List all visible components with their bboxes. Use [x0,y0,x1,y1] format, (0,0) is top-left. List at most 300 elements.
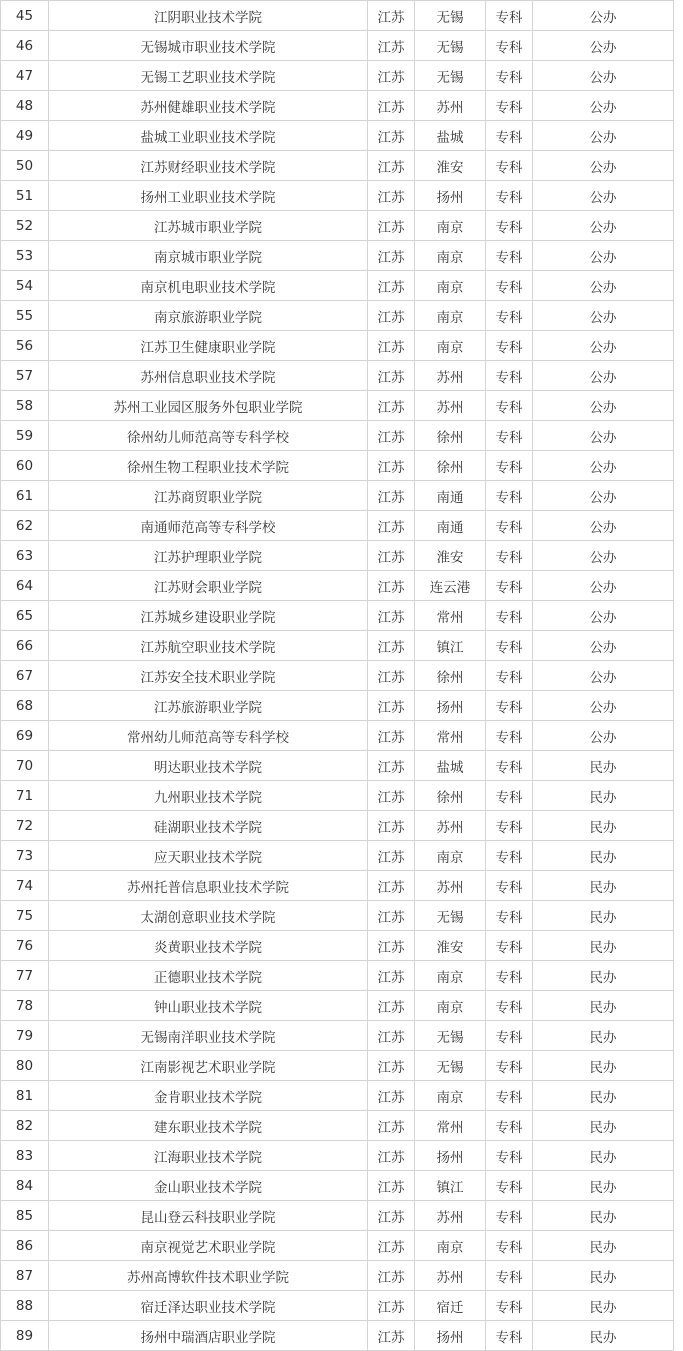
education-level-cell: 专科 [486,631,533,661]
college-name-cell: 应天职业技术学院 [49,841,368,871]
city-cell: 常州 [415,721,486,751]
ownership-type-cell: 公办 [533,691,674,721]
education-level-cell: 专科 [486,1,533,31]
college-name-cell: 江苏航空职业技术学院 [49,631,368,661]
row-number-cell: 57 [1,361,49,391]
city-cell: 无锡 [415,1051,486,1081]
row-number-cell: 58 [1,391,49,421]
row-number-cell: 50 [1,151,49,181]
city-cell: 常州 [415,1111,486,1141]
ownership-type-cell: 民办 [533,751,674,781]
table-row [1,541,674,571]
education-level-cell: 专科 [486,961,533,991]
education-level-cell: 专科 [486,1291,533,1321]
city-cell: 徐州 [415,781,486,811]
college-name-cell: 炎黄职业技术学院 [49,931,368,961]
ownership-type-cell: 公办 [533,211,674,241]
table-row [1,751,674,781]
province-cell: 江苏 [368,331,415,361]
city-cell: 镇江 [415,631,486,661]
province-cell: 江苏 [368,301,415,331]
table-row [1,421,674,451]
table-row [1,811,674,841]
education-level-cell: 专科 [486,1021,533,1051]
college-name-cell: 宿迁泽达职业技术学院 [49,1291,368,1321]
province-cell: 江苏 [368,841,415,871]
college-name-cell: 金肯职业技术学院 [49,1081,368,1111]
city-cell: 淮安 [415,931,486,961]
province-cell: 江苏 [368,481,415,511]
table-row [1,1261,674,1291]
row-number-cell: 80 [1,1051,49,1081]
row-number-cell: 67 [1,661,49,691]
ownership-type-cell: 公办 [533,271,674,301]
table-row [1,841,674,871]
province-cell: 江苏 [368,541,415,571]
education-level-cell: 专科 [486,1141,533,1171]
province-cell: 江苏 [368,931,415,961]
row-number-cell: 81 [1,1081,49,1111]
table-row [1,571,674,601]
college-table-body [1,1,674,1351]
city-cell: 淮安 [415,151,486,181]
city-cell: 扬州 [415,1141,486,1171]
education-level-cell: 专科 [486,991,533,1021]
city-cell: 宿迁 [415,1291,486,1321]
province-cell: 江苏 [368,691,415,721]
table-row [1,391,674,421]
city-cell: 苏州 [415,871,486,901]
table-row [1,31,674,61]
city-cell: 徐州 [415,451,486,481]
province-cell: 江苏 [368,1201,415,1231]
row-number-cell: 70 [1,751,49,781]
table-row [1,241,674,271]
city-cell: 南京 [415,241,486,271]
table-row [1,1111,674,1141]
education-level-cell: 专科 [486,1231,533,1261]
ownership-type-cell: 公办 [533,91,674,121]
table-row [1,631,674,661]
ownership-type-cell: 民办 [533,1321,674,1351]
province-cell: 江苏 [368,151,415,181]
row-number-cell: 74 [1,871,49,901]
province-cell: 江苏 [368,871,415,901]
college-name-cell: 明达职业技术学院 [49,751,368,781]
education-level-cell: 专科 [486,211,533,241]
ownership-type-cell: 民办 [533,931,674,961]
province-cell: 江苏 [368,271,415,301]
ownership-type-cell: 民办 [533,1261,674,1291]
ownership-type-cell: 公办 [533,601,674,631]
row-number-cell: 61 [1,481,49,511]
table-row [1,721,674,751]
table-row [1,931,674,961]
ownership-type-cell: 民办 [533,1291,674,1321]
college-name-cell: 无锡城市职业技术学院 [49,31,368,61]
city-cell: 无锡 [415,61,486,91]
college-name-cell: 九州职业技术学院 [49,781,368,811]
province-cell: 江苏 [368,1051,415,1081]
province-cell: 江苏 [368,751,415,781]
city-cell: 南京 [415,301,486,331]
education-level-cell: 专科 [486,241,533,271]
education-level-cell: 专科 [486,301,533,331]
college-name-cell: 江苏安全技术职业学院 [49,661,368,691]
college-name-cell: 建东职业技术学院 [49,1111,368,1141]
table-row [1,151,674,181]
ownership-type-cell: 公办 [533,721,674,751]
ownership-type-cell: 公办 [533,121,674,151]
ownership-type-cell: 民办 [533,1021,674,1051]
table-row [1,601,674,631]
row-number-cell: 48 [1,91,49,121]
education-level-cell: 专科 [486,1111,533,1141]
table-row [1,1291,674,1321]
table-row [1,1081,674,1111]
row-number-cell: 76 [1,931,49,961]
education-level-cell: 专科 [486,871,533,901]
education-level-cell: 专科 [486,1261,533,1291]
education-level-cell: 专科 [486,181,533,211]
table-row [1,61,674,91]
college-name-cell: 苏州高博软件技术职业学院 [49,1261,368,1291]
city-cell: 苏州 [415,391,486,421]
city-cell: 常州 [415,601,486,631]
table-row [1,1021,674,1051]
college-name-cell: 无锡工艺职业技术学院 [49,61,368,91]
education-level-cell: 专科 [486,1051,533,1081]
row-number-cell: 72 [1,811,49,841]
table-row [1,871,674,901]
education-level-cell: 专科 [486,31,533,61]
ownership-type-cell: 民办 [533,781,674,811]
ownership-type-cell: 民办 [533,961,674,991]
table-row [1,181,674,211]
city-cell: 苏州 [415,91,486,121]
table-row [1,781,674,811]
college-name-cell: 江苏卫生健康职业学院 [49,331,368,361]
college-name-cell: 徐州幼儿师范高等专科学校 [49,421,368,451]
ownership-type-cell: 民办 [533,991,674,1021]
ownership-type-cell: 公办 [533,331,674,361]
province-cell: 江苏 [368,901,415,931]
province-cell: 江苏 [368,811,415,841]
province-cell: 江苏 [368,1021,415,1051]
city-cell: 盐城 [415,751,486,781]
city-cell: 南京 [415,841,486,871]
city-cell: 南京 [415,961,486,991]
province-cell: 江苏 [368,121,415,151]
row-number-cell: 53 [1,241,49,271]
ownership-type-cell: 公办 [533,481,674,511]
row-number-cell: 52 [1,211,49,241]
ownership-type-cell: 公办 [533,1,674,31]
ownership-type-cell: 公办 [533,661,674,691]
table-row [1,361,674,391]
row-number-cell: 69 [1,721,49,751]
education-level-cell: 专科 [486,361,533,391]
row-number-cell: 47 [1,61,49,91]
province-cell: 江苏 [368,91,415,121]
province-cell: 江苏 [368,721,415,751]
table-row [1,451,674,481]
education-level-cell: 专科 [486,481,533,511]
city-cell: 无锡 [415,1021,486,1051]
table-row [1,1201,674,1231]
province-cell: 江苏 [368,1,415,31]
college-name-cell: 江苏城市职业学院 [49,211,368,241]
college-name-cell: 硅湖职业技术学院 [49,811,368,841]
row-number-cell: 88 [1,1291,49,1321]
table-row [1,1051,674,1081]
education-level-cell: 专科 [486,601,533,631]
table-row [1,691,674,721]
province-cell: 江苏 [368,991,415,1021]
row-number-cell: 75 [1,901,49,931]
college-name-cell: 江海职业技术学院 [49,1141,368,1171]
college-name-cell: 南京城市职业学院 [49,241,368,271]
row-number-cell: 85 [1,1201,49,1231]
ownership-type-cell: 民办 [533,1051,674,1081]
ownership-type-cell: 公办 [533,301,674,331]
city-cell: 苏州 [415,361,486,391]
row-number-cell: 77 [1,961,49,991]
ownership-type-cell: 公办 [533,421,674,451]
college-name-cell: 江阴职业技术学院 [49,1,368,31]
college-name-cell: 南京旅游职业学院 [49,301,368,331]
education-level-cell: 专科 [486,691,533,721]
table-row [1,961,674,991]
city-cell: 苏州 [415,1261,486,1291]
table-row [1,1171,674,1201]
city-cell: 南京 [415,991,486,1021]
province-cell: 江苏 [368,1141,415,1171]
row-number-cell: 89 [1,1321,49,1351]
college-name-cell: 苏州健雄职业技术学院 [49,91,368,121]
table-row [1,991,674,1021]
province-cell: 江苏 [368,451,415,481]
education-level-cell: 专科 [486,1081,533,1111]
province-cell: 江苏 [368,661,415,691]
province-cell: 江苏 [368,961,415,991]
city-cell: 南京 [415,1081,486,1111]
ownership-type-cell: 民办 [533,1141,674,1171]
college-name-cell: 江苏护理职业学院 [49,541,368,571]
ownership-type-cell: 公办 [533,541,674,571]
row-number-cell: 45 [1,1,49,31]
province-cell: 江苏 [368,61,415,91]
row-number-cell: 87 [1,1261,49,1291]
education-level-cell: 专科 [486,91,533,121]
city-cell: 徐州 [415,421,486,451]
table-row [1,121,674,151]
education-level-cell: 专科 [486,151,533,181]
table-row [1,481,674,511]
province-cell: 江苏 [368,421,415,451]
education-level-cell: 专科 [486,901,533,931]
college-name-cell: 南京机电职业技术学院 [49,271,368,301]
education-level-cell: 专科 [486,661,533,691]
row-number-cell: 79 [1,1021,49,1051]
row-number-cell: 49 [1,121,49,151]
ownership-type-cell: 公办 [533,631,674,661]
ownership-type-cell: 公办 [533,511,674,541]
education-level-cell: 专科 [486,571,533,601]
ownership-type-cell: 公办 [533,151,674,181]
ownership-type-cell: 公办 [533,361,674,391]
row-number-cell: 59 [1,421,49,451]
college-name-cell: 昆山登云科技职业学院 [49,1201,368,1231]
city-cell: 扬州 [415,691,486,721]
row-number-cell: 66 [1,631,49,661]
row-number-cell: 56 [1,331,49,361]
ownership-type-cell: 民办 [533,1201,674,1231]
ownership-type-cell: 公办 [533,571,674,601]
education-level-cell: 专科 [486,421,533,451]
province-cell: 江苏 [368,391,415,421]
college-name-cell: 江南影视艺术职业学院 [49,1051,368,1081]
row-number-cell: 86 [1,1231,49,1261]
education-level-cell: 专科 [486,271,533,301]
education-level-cell: 专科 [486,751,533,781]
college-name-cell: 苏州信息职业技术学院 [49,361,368,391]
education-level-cell: 专科 [486,121,533,151]
college-name-cell: 扬州工业职业技术学院 [49,181,368,211]
ownership-type-cell: 民办 [533,1111,674,1141]
city-cell: 无锡 [415,31,486,61]
college-name-cell: 常州幼儿师范高等专科学校 [49,721,368,751]
row-number-cell: 55 [1,301,49,331]
city-cell: 盐城 [415,121,486,151]
education-level-cell: 专科 [486,451,533,481]
ownership-type-cell: 民办 [533,811,674,841]
city-cell: 无锡 [415,901,486,931]
city-cell: 徐州 [415,661,486,691]
city-cell: 无锡 [415,1,486,31]
ownership-type-cell: 公办 [533,181,674,211]
college-name-cell: 正德职业技术学院 [49,961,368,991]
ownership-type-cell: 公办 [533,31,674,61]
table-row [1,1231,674,1261]
row-number-cell: 51 [1,181,49,211]
province-cell: 江苏 [368,1081,415,1111]
city-cell: 连云港 [415,571,486,601]
college-name-cell: 苏州工业园区服务外包职业学院 [49,391,368,421]
table-row [1,301,674,331]
row-number-cell: 68 [1,691,49,721]
province-cell: 江苏 [368,511,415,541]
city-cell: 南京 [415,211,486,241]
province-cell: 江苏 [368,601,415,631]
city-cell: 淮安 [415,541,486,571]
province-cell: 江苏 [368,1321,415,1351]
education-level-cell: 专科 [486,391,533,421]
education-level-cell: 专科 [486,931,533,961]
province-cell: 江苏 [368,181,415,211]
row-number-cell: 46 [1,31,49,61]
education-level-cell: 专科 [486,811,533,841]
education-level-cell: 专科 [486,1321,533,1351]
ownership-type-cell: 民办 [533,1171,674,1201]
table-row [1,91,674,121]
education-level-cell: 专科 [486,841,533,871]
ownership-type-cell: 公办 [533,241,674,271]
row-number-cell: 65 [1,601,49,631]
college-name-cell: 太湖创意职业技术学院 [49,901,368,931]
city-cell: 苏州 [415,811,486,841]
education-level-cell: 专科 [486,781,533,811]
ownership-type-cell: 公办 [533,451,674,481]
ownership-type-cell: 民办 [533,841,674,871]
table-row [1,661,674,691]
province-cell: 江苏 [368,1231,415,1261]
table-row [1,211,674,241]
college-name-cell: 盐城工业职业技术学院 [49,121,368,151]
table-row [1,1321,674,1351]
city-cell: 镇江 [415,1171,486,1201]
ownership-type-cell: 公办 [533,391,674,421]
city-cell: 南京 [415,331,486,361]
table-row [1,901,674,931]
college-name-cell: 江苏财经职业技术学院 [49,151,368,181]
table-row [1,1141,674,1171]
education-level-cell: 专科 [486,721,533,751]
ownership-type-cell: 公办 [533,61,674,91]
province-cell: 江苏 [368,781,415,811]
province-cell: 江苏 [368,1291,415,1321]
row-number-cell: 60 [1,451,49,481]
college-name-cell: 徐州生物工程职业技术学院 [49,451,368,481]
row-number-cell: 63 [1,541,49,571]
row-number-cell: 62 [1,511,49,541]
college-name-cell: 江苏财会职业学院 [49,571,368,601]
college-name-cell: 江苏城乡建设职业学院 [49,601,368,631]
ownership-type-cell: 民办 [533,901,674,931]
row-number-cell: 73 [1,841,49,871]
ownership-type-cell: 民办 [533,1081,674,1111]
province-cell: 江苏 [368,241,415,271]
college-name-cell: 钟山职业技术学院 [49,991,368,1021]
row-number-cell: 64 [1,571,49,601]
table-row [1,331,674,361]
row-number-cell: 83 [1,1141,49,1171]
college-name-cell: 江苏旅游职业学院 [49,691,368,721]
province-cell: 江苏 [368,1261,415,1291]
ownership-type-cell: 民办 [533,871,674,901]
education-level-cell: 专科 [486,1201,533,1231]
education-level-cell: 专科 [486,331,533,361]
row-number-cell: 84 [1,1171,49,1201]
city-cell: 南京 [415,271,486,301]
college-name-cell: 南京视觉艺术职业学院 [49,1231,368,1261]
city-cell: 南通 [415,511,486,541]
education-level-cell: 专科 [486,511,533,541]
city-cell: 南京 [415,1231,486,1261]
table-row [1,271,674,301]
table-row [1,511,674,541]
province-cell: 江苏 [368,1111,415,1141]
city-cell: 苏州 [415,1201,486,1231]
province-cell: 江苏 [368,571,415,601]
college-name-cell: 金山职业技术学院 [49,1171,368,1201]
row-number-cell: 78 [1,991,49,1021]
college-name-cell: 无锡南洋职业技术学院 [49,1021,368,1051]
province-cell: 江苏 [368,631,415,661]
city-cell: 扬州 [415,181,486,211]
row-number-cell: 54 [1,271,49,301]
city-cell: 扬州 [415,1321,486,1351]
